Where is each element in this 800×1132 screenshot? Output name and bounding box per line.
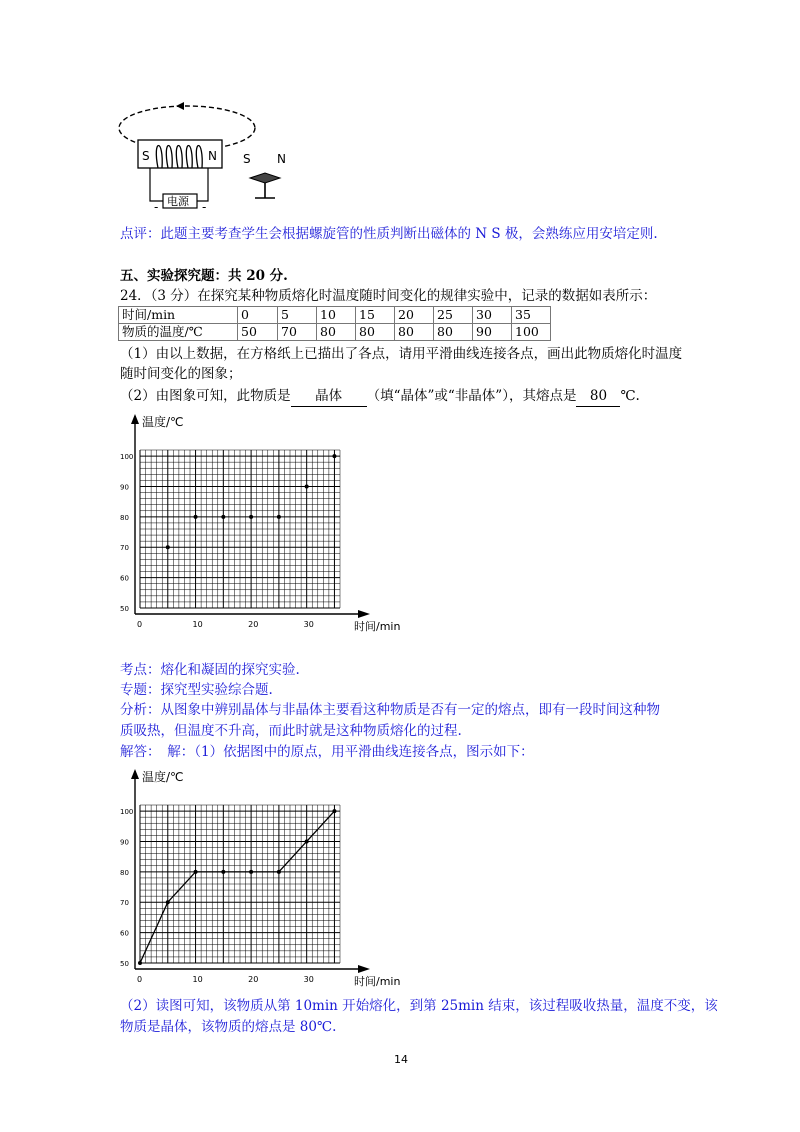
table-cell: 80 [434, 324, 473, 341]
data-point [194, 870, 198, 874]
x-axis-label: 时间/min [354, 975, 401, 988]
table-cell: 20 [395, 307, 434, 324]
x-tick-label: 10 [192, 975, 203, 984]
section-title: 五、实验探究题：共 20 分. [120, 268, 288, 284]
grid [140, 805, 340, 963]
field-arrow [176, 102, 184, 110]
chart-points [118, 410, 418, 635]
part2-line [120, 386, 640, 407]
power-minus-right: - [202, 200, 207, 214]
y-tick-label: 70 [120, 544, 129, 553]
y-axis-arrow [131, 769, 139, 779]
x-tick-label: 10 [192, 620, 203, 629]
y-axis-label: 温度/℃ [142, 770, 184, 784]
table-cell: 5 [278, 307, 317, 324]
x-tick-label: 20 [248, 975, 259, 984]
data-point [138, 961, 142, 965]
fenxi-line2: 质吸热，但温度不升高，而此时就是这种物质熔化的过程. [120, 723, 462, 739]
data-point [221, 870, 225, 874]
table-cell: 100 [512, 324, 551, 341]
part1-line2: 随时间变化的图象； [120, 366, 242, 382]
y-tick-label: 100 [120, 808, 134, 817]
data-point [277, 515, 281, 519]
question-24-stem: 24．（3 分）在探究某种物质熔化时温度随时间变化的规律实验中，记录的数据如表所示： [120, 288, 657, 304]
table-cell: 35 [512, 307, 551, 324]
part1-line1: （1）由以上数据，在方格纸上已描出了各点，请用平滑曲线连接各点，画出此物质熔化时温度 [120, 346, 683, 362]
table-cell: 90 [473, 324, 512, 341]
table-cell: 0 [238, 307, 278, 324]
y-tick-label: 50 [120, 605, 129, 613]
x-tick-label: 20 [248, 620, 259, 629]
data-point [249, 515, 253, 519]
part2-mid: （填“晶体”或“非晶体”），其熔点是 [366, 388, 577, 404]
data-point [166, 545, 170, 549]
data-point [277, 870, 281, 874]
table-cell: 30 [473, 307, 512, 324]
table-cell: 10 [317, 307, 356, 324]
series-line [140, 811, 334, 963]
table-cell: 80 [395, 324, 434, 341]
x-tick-label: 30 [303, 975, 314, 984]
table-row-temperature [119, 324, 551, 341]
data-point [332, 454, 336, 458]
part2-answer-blank-2: 80 [576, 386, 620, 407]
x-tick-label: 0 [137, 975, 143, 984]
table-header-time: 时间/min [119, 307, 238, 324]
power-label: 电源 [167, 195, 189, 208]
data-point [166, 900, 170, 904]
compass-needle [250, 173, 280, 183]
jieda-line: 解答： 解：（1）依据图中的原点，用平滑曲线连接各点，图示如下： [120, 744, 534, 760]
y-tick-label: 100 [120, 453, 134, 462]
table-cell: 70 [278, 324, 317, 341]
part2-answer-blank-1: 晶体 [291, 386, 367, 407]
solenoid-n-label: N [208, 149, 217, 163]
data-point [221, 515, 225, 519]
needle-n-label: N [277, 152, 286, 166]
solenoid-s-label: S [142, 149, 150, 163]
data-point [332, 809, 336, 813]
grid [140, 450, 340, 608]
table-cell: 25 [434, 307, 473, 324]
x-axis-label: 时间/min [354, 620, 401, 633]
data-table [118, 306, 551, 341]
chart-curve [118, 765, 418, 990]
table-cell: 80 [317, 324, 356, 341]
needle-s-label: S [243, 152, 251, 166]
x-axis-arrow [358, 965, 370, 973]
comment-line: 点评：此题主要考查学生会根据螺旋管的性质判断出磁体的 N S 极，会熟练应用安培定则. [120, 226, 658, 242]
answer2-line1: （2）读图可知，该物质从第 10min 开始熔化，到第 25min 结束，该过程吸收热量，温度不变，该 [120, 998, 718, 1014]
page-number: 14 [394, 1053, 408, 1066]
y-tick-label: 80 [120, 868, 129, 877]
y-tick-label: 80 [120, 513, 129, 522]
y-tick-label: 60 [120, 574, 129, 583]
x-tick-label: 0 [137, 620, 143, 629]
compass-stand [255, 183, 275, 198]
data-point [194, 515, 198, 519]
y-tick-label: 90 [120, 838, 129, 847]
table-row-time [119, 307, 551, 324]
data-point [305, 839, 309, 843]
fenxi-line1: 分析：从图象中辨别晶体与非晶体主要看这种物质是否有一定的熔点，即有一段时间这种物 [120, 702, 660, 718]
y-tick-label: 50 [120, 960, 129, 968]
data-point [249, 870, 253, 874]
x-axis-arrow [358, 610, 370, 618]
answer2-line2: 物质是晶体，该物质的熔点是 80℃. [120, 1019, 337, 1035]
table-cell: 80 [356, 324, 395, 341]
table-cell: 50 [238, 324, 278, 341]
y-tick-label: 90 [120, 483, 129, 492]
part2-prefix: （2）由图象可知，此物质是 [120, 388, 291, 404]
part2-suffix: ℃. [620, 388, 640, 404]
power-minus-left: - [154, 200, 159, 214]
y-tick-label: 60 [120, 929, 129, 938]
table-header-temperature: 物质的温度/℃ [119, 324, 238, 341]
y-axis-label: 温度/℃ [142, 415, 184, 429]
zhuanti-line: 专题：探究型实验综合题. [120, 682, 273, 698]
y-tick-label: 70 [120, 899, 129, 908]
solenoid-figure [110, 98, 310, 218]
x-tick-label: 30 [303, 620, 314, 629]
table-cell: 15 [356, 307, 395, 324]
kaodian-line: 考点：熔化和凝固的探究实验. [120, 662, 300, 678]
data-point [305, 484, 309, 488]
y-axis-arrow [131, 414, 139, 424]
